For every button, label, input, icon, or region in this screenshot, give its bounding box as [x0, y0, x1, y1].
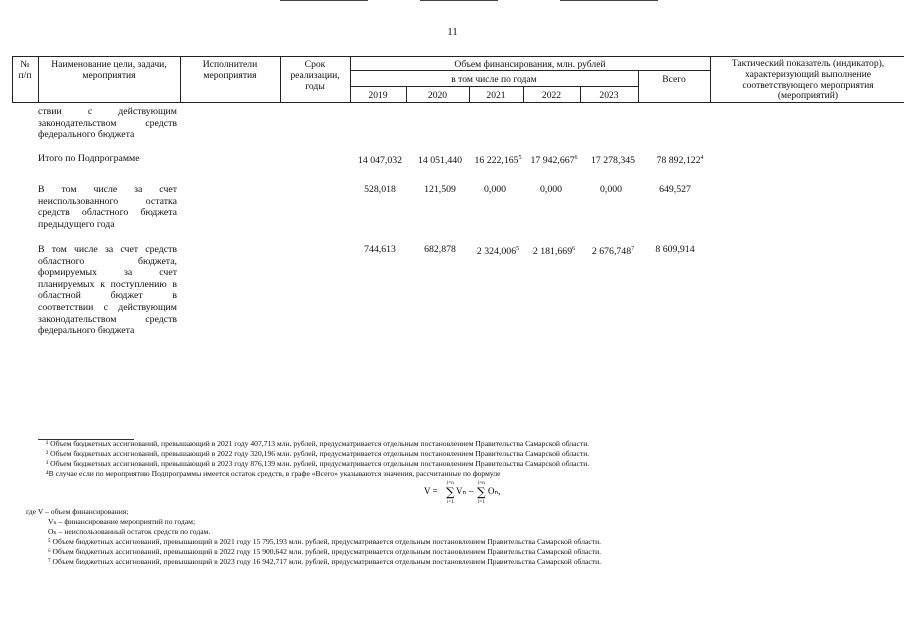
footnote-where: где V – объем финансирования; — [26, 507, 129, 516]
row-label-continuation: ствии с действующим законодательством средств федерального бюджета — [38, 106, 177, 141]
page-number: 11 — [447, 26, 458, 38]
svg-text:∑: ∑ — [477, 485, 486, 499]
col-line-1 — [38, 56, 39, 103]
row-label-federal: В том числе за счет средств областного бюджета, формируемых за счет планируемых к поступлению в областной бюджет в соответствии с действующим законодательством средств федерального бюджета — [38, 244, 177, 337]
row-remainder-2023: 0,000 — [599, 184, 623, 195]
row-federal-2019: 744,613 — [364, 244, 396, 255]
header-year-2022: 2022 — [541, 90, 562, 101]
row-remainder-2020: 121,509 — [424, 184, 456, 195]
row-total-2023: 17 278,345 — [590, 155, 636, 166]
svg-text:V =: V = — [424, 486, 438, 496]
header-year-2020: 2020 — [427, 90, 448, 101]
row-federal-sum: 8 609,914 — [655, 244, 695, 255]
financing-formula — [422, 478, 512, 504]
svg-text:i=1: i=1 — [447, 500, 454, 504]
svg-text:Vₙ: Vₙ — [456, 486, 467, 496]
header-years-rule — [350, 86, 638, 87]
svg-text:Oₙ,: Oₙ, — [488, 486, 501, 496]
footnote-1: ¹ Объем бюджетных ассигнований, превышающий в 2021 году 407,713 млн. рублей, предусматривается отдельным постановлением Правительства Самарской области. — [46, 439, 590, 448]
row-label-total: Итого по Подпрограмме — [38, 153, 140, 164]
header-year-2019: 2019 — [368, 90, 388, 101]
row-federal-2020: 682,878 — [424, 244, 456, 255]
top-rule-left — [280, 0, 368, 1]
row-remainder-2021: 0,000 — [483, 184, 507, 195]
header-by-years: в том числе по годам — [451, 74, 537, 85]
footnote-6: ⁶ Объем бюджетных ассигнований, превышающий в 2022 году 15 900,642 млн. рублей, предусматривается отдельным постановлением Правительства Самарской области. — [48, 547, 602, 556]
footnote-4: ⁴В случае если по мероприятию Подпрограммы имеется остаток средств, в графе «Всего» указываются значения, рассчитанные по формуле — [46, 469, 501, 478]
row-total-sum: 78 892,122$^4$ — [656, 155, 704, 166]
header-num: № п/п — [18, 59, 32, 81]
header-top-rule — [12, 56, 904, 57]
row-remainder-2019: 528,018 — [364, 184, 396, 195]
footnote-2: ² Объем бюджетных ассигнований, превышающий в 2022 году 320,196 млн. рублей, предусматривается отдельным постановлением Правительства Самарской области. — [46, 449, 590, 458]
header-total: Всего — [662, 74, 686, 85]
row-total-2020: 14 051,440 — [417, 155, 463, 166]
row-federal-2022: 2 181,669$^6$ — [532, 246, 576, 257]
svg-text:i=1: i=1 — [478, 500, 485, 504]
header-executors: Исполнители мероприятия — [202, 59, 258, 81]
header-term: Срок реализации, годы — [290, 59, 340, 92]
top-rule-mid — [420, 0, 498, 1]
row-federal-2021: 2 324,006$^5$ — [476, 246, 520, 257]
svg-text:–: – — [469, 486, 474, 496]
footnote-vn: Vₙ – финансирование мероприятий по годам; — [48, 517, 196, 526]
row-remainder-2022: 0,000 — [539, 184, 563, 195]
top-rule-right — [560, 0, 658, 1]
col-line-2 — [180, 56, 181, 103]
row-total-2021: 16 222,165$^5$ — [474, 155, 522, 166]
svg-text:∑: ∑ — [446, 485, 455, 499]
header-funding-rule — [350, 70, 710, 71]
header-funding: Объем финансирования, млн. рублей — [454, 59, 606, 70]
header-year-2023: 2023 — [599, 90, 619, 101]
header-indicator: Тактический показатель (индикатор), характеризующий выполнение соответствующего мероприятия (мероприятий) — [731, 58, 885, 102]
footnote-on: Oₙ – неиспользованный остаток средств по годам. — [48, 527, 211, 536]
header-year-2021: 2021 — [486, 90, 506, 101]
header-name: Наименование цели, задачи, мероприятия — [51, 59, 167, 81]
row-federal-2023: 2 676,748$^7$ — [591, 246, 635, 257]
svg-text:i=n: i=n — [447, 481, 454, 486]
row-total-2022: 17 942,667$^6$ — [530, 155, 578, 166]
row-remainder-sum: 649,527 — [659, 184, 691, 195]
svg-text:i=n: i=n — [478, 481, 485, 486]
row-total-2019: 14 047,032 — [357, 155, 403, 166]
footnote-5: ⁵ Объем бюджетных ассигнований, превышающий в 2021 году 15 795,193 млн. рублей, предусматривается отдельным постановлением Правительства Самарской области. — [48, 537, 602, 546]
row-label-remainder: В том числе за счет неиспользованного остатка средств областного бюджета предыдущего года — [38, 184, 177, 230]
col-line-3 — [280, 56, 281, 103]
footnote-7: ⁷ Объем бюджетных ассигнований, превышающий в 2023 году 16 942,717 млн. рублей, предусматривается отдельным постановлением Правительства Самарской области. — [48, 557, 602, 566]
footnote-3: ³ Объем бюджетных ассигнований, превышающий в 2023 году 876,139 млн. рублей, предусматривается отдельным постановлением Правительства Самарской области. — [46, 459, 590, 468]
col-line-10 — [710, 56, 711, 103]
